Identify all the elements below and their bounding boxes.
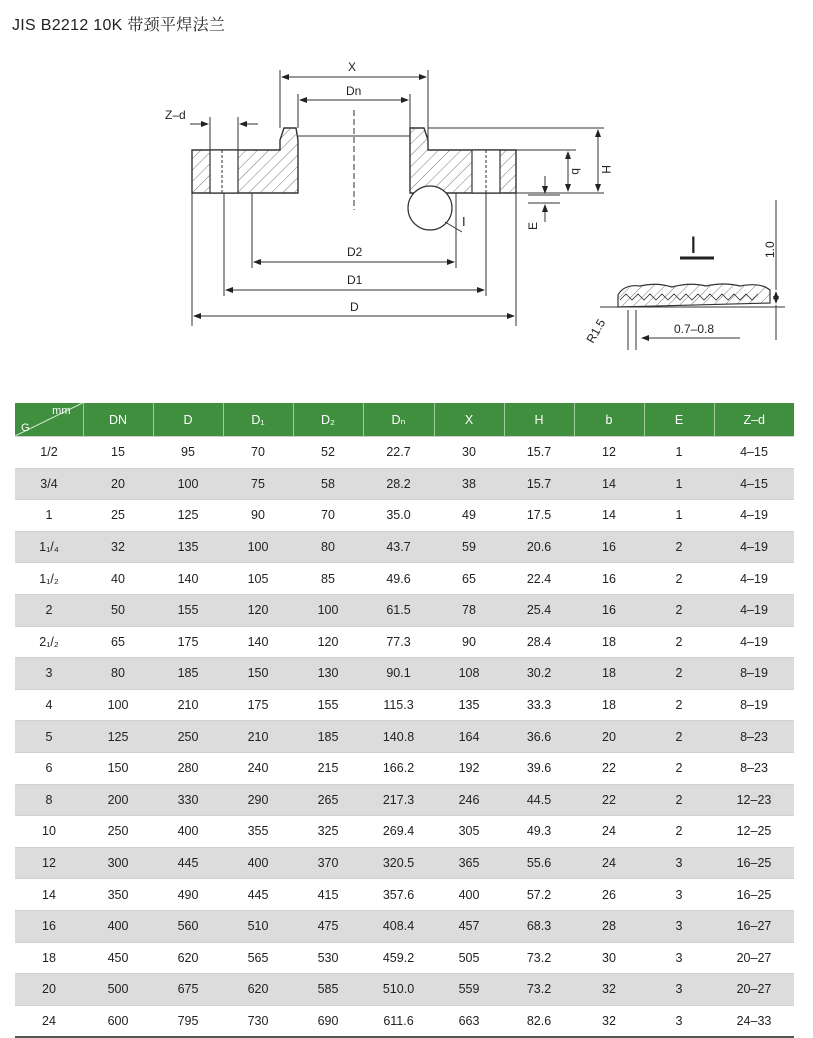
table-cell: 730 [223, 1005, 293, 1037]
table-cell: 24–33 [714, 1005, 794, 1037]
table-cell: 90.1 [363, 658, 434, 690]
table-cell: 505 [434, 942, 504, 974]
table-cell: 2 [644, 531, 714, 563]
table-row [15, 626, 794, 658]
table-cell: 43.7 [363, 531, 434, 563]
table-cell: 28 [574, 910, 644, 942]
table-cell: 400 [434, 879, 504, 911]
table-cell: 175 [223, 689, 293, 721]
table-cell: 14 [574, 468, 644, 500]
label-07-08: 0.7–0.8 [674, 322, 715, 336]
table-cell: 565 [223, 942, 293, 974]
table-cell: 192 [434, 752, 504, 784]
table-cell: 52 [293, 437, 363, 469]
table-cell: 65 [434, 563, 504, 595]
table-cell: 280 [153, 752, 223, 784]
table-cell: 4–19 [714, 563, 794, 595]
cell-g: 2 [15, 594, 83, 626]
table-row [15, 658, 794, 690]
table-cell: 140 [153, 563, 223, 595]
table-cell: 100 [223, 531, 293, 563]
table-cell: 73.2 [504, 974, 574, 1006]
header-x: X [434, 403, 504, 437]
table-cell: 44.5 [504, 784, 574, 816]
label-r1-5: R1.5 [583, 316, 609, 346]
table-cell: 585 [293, 974, 363, 1006]
table-cell: 150 [83, 752, 153, 784]
table-cell: 39.6 [504, 752, 574, 784]
table-cell: 15 [83, 437, 153, 469]
table-cell: 510.0 [363, 974, 434, 1006]
table-cell: 18 [574, 689, 644, 721]
table-row [15, 942, 794, 974]
table-cell: 2 [644, 689, 714, 721]
table-cell: 250 [153, 721, 223, 753]
table-row [15, 974, 794, 1006]
label-x: X [348, 60, 357, 74]
table-cell: 20.6 [504, 531, 574, 563]
table-cell: 22 [574, 752, 644, 784]
table-cell: 4–19 [714, 626, 794, 658]
table-cell: 4–19 [714, 500, 794, 532]
table-cell: 250 [83, 816, 153, 848]
table-cell: 2 [644, 594, 714, 626]
table-cell: 16–25 [714, 847, 794, 879]
table-cell: 30.2 [504, 658, 574, 690]
table-cell: 25.4 [504, 594, 574, 626]
table-row [15, 689, 794, 721]
table-cell: 350 [83, 879, 153, 911]
table-cell: 246 [434, 784, 504, 816]
table-cell: 2 [644, 752, 714, 784]
table-cell: 82.6 [504, 1005, 574, 1037]
table-cell: 2 [644, 784, 714, 816]
table-cell: 3 [644, 974, 714, 1006]
cell-g: 1 [15, 500, 83, 532]
cell-g: 5 [15, 721, 83, 753]
table-cell: 325 [293, 816, 363, 848]
header-b: b [574, 403, 644, 437]
table-cell: 415 [293, 879, 363, 911]
table-cell: 33.3 [504, 689, 574, 721]
table-cell: 49 [434, 500, 504, 532]
table-cell: 32 [574, 1005, 644, 1037]
table-cell: 16–27 [714, 910, 794, 942]
label-e: E [526, 221, 540, 230]
cell-g: 16 [15, 910, 83, 942]
table-cell: 125 [153, 500, 223, 532]
cell-g: 1₁/₂ [15, 563, 83, 595]
cell-g: 1/2 [15, 437, 83, 469]
table-cell: 1 [644, 437, 714, 469]
table-cell: 16 [574, 531, 644, 563]
table-cell: 15.7 [504, 468, 574, 500]
table-cell: 120 [223, 594, 293, 626]
table-cell: 663 [434, 1005, 504, 1037]
table-cell: 22.4 [504, 563, 574, 595]
table-cell: 17.5 [504, 500, 574, 532]
table-cell: 80 [293, 531, 363, 563]
table-cell: 35.0 [363, 500, 434, 532]
table-cell: 500 [83, 974, 153, 1006]
cell-g: 2₁/₂ [15, 626, 83, 658]
header-dn: DN [83, 403, 153, 437]
table-cell: 269.4 [363, 816, 434, 848]
table-cell: 95 [153, 437, 223, 469]
table-cell: 65 [83, 626, 153, 658]
header-zd: Z–d [714, 403, 794, 437]
page-title: JIS B2212 10K 带颈平焊法兰 [12, 17, 226, 34]
table-cell: 217.3 [363, 784, 434, 816]
table-cell: 445 [223, 879, 293, 911]
table-cell: 305 [434, 816, 504, 848]
table-row [15, 910, 794, 942]
table-cell: 135 [434, 689, 504, 721]
table-cell: 16 [574, 594, 644, 626]
table-cell: 38 [434, 468, 504, 500]
table-cell: 3 [644, 879, 714, 911]
table-cell: 55.6 [504, 847, 574, 879]
corner-g: G [21, 422, 30, 434]
table-cell: 300 [83, 847, 153, 879]
table-cell: 620 [153, 942, 223, 974]
table-cell: 68.3 [504, 910, 574, 942]
header-d1: D₁ [223, 403, 293, 437]
table-cell: 155 [153, 594, 223, 626]
table-cell: 105 [223, 563, 293, 595]
cell-g: 24 [15, 1005, 83, 1037]
table-cell: 12–25 [714, 816, 794, 848]
table-cell: 510 [223, 910, 293, 942]
flange-right-body [410, 128, 516, 193]
table-cell: 408.4 [363, 910, 434, 942]
table-cell: 20–27 [714, 942, 794, 974]
table-cell: 459.2 [363, 942, 434, 974]
table-cell: 8–19 [714, 658, 794, 690]
table-cell: 559 [434, 974, 504, 1006]
table-cell: 20 [574, 721, 644, 753]
table-cell: 25 [83, 500, 153, 532]
table-cell: 115.3 [363, 689, 434, 721]
spec-table [15, 403, 794, 1038]
table-row [15, 500, 794, 532]
label-d: D [350, 300, 359, 314]
table-cell: 2 [644, 626, 714, 658]
table-cell: 100 [153, 468, 223, 500]
table-cell: 164 [434, 721, 504, 753]
detail-mark: I [462, 214, 466, 229]
cell-g: 12 [15, 847, 83, 879]
label-dn: Dn [346, 84, 362, 98]
table-cell: 58 [293, 468, 363, 500]
table-cell: 49.6 [363, 563, 434, 595]
table-row [15, 531, 794, 563]
table-cell: 1 [644, 500, 714, 532]
table-cell: 611.6 [363, 1005, 434, 1037]
table-cell: 320.5 [363, 847, 434, 879]
corner-mm: mm [52, 405, 71, 417]
table-cell: 3 [644, 1005, 714, 1037]
table-cell: 357.6 [363, 879, 434, 911]
table-cell: 265 [293, 784, 363, 816]
header-d2: D₂ [293, 403, 363, 437]
table-cell: 4–15 [714, 437, 794, 469]
table-cell: 61.5 [363, 594, 434, 626]
table-cell: 4–15 [714, 468, 794, 500]
table-cell: 80 [83, 658, 153, 690]
label-1-0: 1.0 [763, 241, 777, 258]
table-cell: 22.7 [363, 437, 434, 469]
table-cell: 3 [644, 910, 714, 942]
table-cell: 355 [223, 816, 293, 848]
table-cell: 166.2 [363, 752, 434, 784]
header-dn-inner: Dₙ [363, 403, 434, 437]
table-cell: 185 [153, 658, 223, 690]
detail-view [583, 200, 785, 350]
table-cell: 50 [83, 594, 153, 626]
table-cell: 100 [293, 594, 363, 626]
table-cell: 40 [83, 563, 153, 595]
table-cell: 36.6 [504, 721, 574, 753]
table-cell: 620 [223, 974, 293, 1006]
table-cell: 22 [574, 784, 644, 816]
table-cell: 15.7 [504, 437, 574, 469]
table-cell: 600 [83, 1005, 153, 1037]
table-cell: 12 [574, 437, 644, 469]
table-cell: 1 [644, 468, 714, 500]
table-cell: 4–19 [714, 594, 794, 626]
table-row [15, 468, 794, 500]
table-cell: 100 [83, 689, 153, 721]
table-cell: 490 [153, 879, 223, 911]
table-cell: 20 [83, 468, 153, 500]
table-row [15, 594, 794, 626]
table-cell: 150 [223, 658, 293, 690]
table-cell: 2 [644, 563, 714, 595]
table-cell: 73.2 [504, 942, 574, 974]
table-cell: 28.2 [363, 468, 434, 500]
table-cell: 400 [83, 910, 153, 942]
table-cell: 30 [574, 942, 644, 974]
table-cell: 59 [434, 531, 504, 563]
table-cell: 24 [574, 816, 644, 848]
flange-left-body [192, 128, 298, 193]
table-cell: 2 [644, 721, 714, 753]
cell-g: 18 [15, 942, 83, 974]
flange-section-svg [0, 40, 813, 370]
table-cell: 85 [293, 563, 363, 595]
table-cell: 8–19 [714, 689, 794, 721]
table-row [15, 879, 794, 911]
header-e: E [644, 403, 714, 437]
header-h: H [504, 403, 574, 437]
table-cell: 57.2 [504, 879, 574, 911]
table-cell: 210 [153, 689, 223, 721]
cell-g: 14 [15, 879, 83, 911]
table-cell: 400 [223, 847, 293, 879]
table-cell: 210 [223, 721, 293, 753]
table-cell: 530 [293, 942, 363, 974]
table-cell: 450 [83, 942, 153, 974]
table-cell: 16–25 [714, 879, 794, 911]
table-cell: 30 [434, 437, 504, 469]
cell-g: 8 [15, 784, 83, 816]
table-cell: 78 [434, 594, 504, 626]
table-cell: 125 [83, 721, 153, 753]
table-cell: 14 [574, 500, 644, 532]
cell-g: 10 [15, 816, 83, 848]
table-cell: 240 [223, 752, 293, 784]
table-cell: 130 [293, 658, 363, 690]
table-cell: 90 [223, 500, 293, 532]
table-cell: 400 [153, 816, 223, 848]
table-cell: 3 [644, 847, 714, 879]
table-cell: 330 [153, 784, 223, 816]
table-cell: 77.3 [363, 626, 434, 658]
table-cell: 215 [293, 752, 363, 784]
table-cell: 290 [223, 784, 293, 816]
table-row [15, 437, 794, 469]
table-cell: 370 [293, 847, 363, 879]
table-cell: 16 [574, 563, 644, 595]
table-cell: 49.3 [504, 816, 574, 848]
label-zd: Z–d [165, 108, 186, 122]
table-cell: 185 [293, 721, 363, 753]
table-row [15, 563, 794, 595]
cell-g: 4 [15, 689, 83, 721]
table-cell: 18 [574, 658, 644, 690]
table-cell: 2 [644, 816, 714, 848]
table-header-row [15, 403, 794, 437]
table-row [15, 1005, 794, 1037]
table-cell: 70 [223, 437, 293, 469]
table-cell: 445 [153, 847, 223, 879]
table-cell: 120 [293, 626, 363, 658]
table-cell: 155 [293, 689, 363, 721]
cell-g: 1₁/₄ [15, 531, 83, 563]
table-row [15, 847, 794, 879]
table-cell: 200 [83, 784, 153, 816]
cell-g: 20 [15, 974, 83, 1006]
table-cell: 675 [153, 974, 223, 1006]
detail-circle [408, 186, 452, 230]
table-row [15, 721, 794, 753]
cell-g: 3 [15, 658, 83, 690]
label-d1: D1 [347, 273, 363, 287]
flange-drawing [0, 40, 813, 370]
table-cell: 28.4 [504, 626, 574, 658]
label-d2: D2 [347, 245, 363, 259]
table-cell: 32 [574, 974, 644, 1006]
detail-title: I [690, 232, 697, 259]
table-cell: 32 [83, 531, 153, 563]
table-cell: 12–23 [714, 784, 794, 816]
table-cell: 560 [153, 910, 223, 942]
table-cell: 795 [153, 1005, 223, 1037]
table-cell: 3 [644, 942, 714, 974]
table-cell: 18 [574, 626, 644, 658]
table-cell: 475 [293, 910, 363, 942]
table-row [15, 784, 794, 816]
table-row [15, 752, 794, 784]
table-cell: 2 [644, 658, 714, 690]
label-b: b [569, 168, 583, 175]
table-cell: 75 [223, 468, 293, 500]
table-cell: 108 [434, 658, 504, 690]
table-cell: 8–23 [714, 752, 794, 784]
label-h: H [599, 165, 613, 174]
table-cell: 26 [574, 879, 644, 911]
table-cell: 690 [293, 1005, 363, 1037]
header-d: D [153, 403, 223, 437]
table-cell: 365 [434, 847, 504, 879]
table-cell: 175 [153, 626, 223, 658]
table-cell: 135 [153, 531, 223, 563]
cell-g: 6 [15, 752, 83, 784]
cell-g: 3/4 [15, 468, 83, 500]
table-cell: 140.8 [363, 721, 434, 753]
table-cell: 140 [223, 626, 293, 658]
table-cell: 457 [434, 910, 504, 942]
table-row [15, 816, 794, 848]
table-cell: 4–19 [714, 531, 794, 563]
table-cell: 24 [574, 847, 644, 879]
table-cell: 90 [434, 626, 504, 658]
table-cell: 8–23 [714, 721, 794, 753]
table-cell: 70 [293, 500, 363, 532]
table-cell: 20–27 [714, 974, 794, 1006]
header-corner [15, 403, 83, 437]
